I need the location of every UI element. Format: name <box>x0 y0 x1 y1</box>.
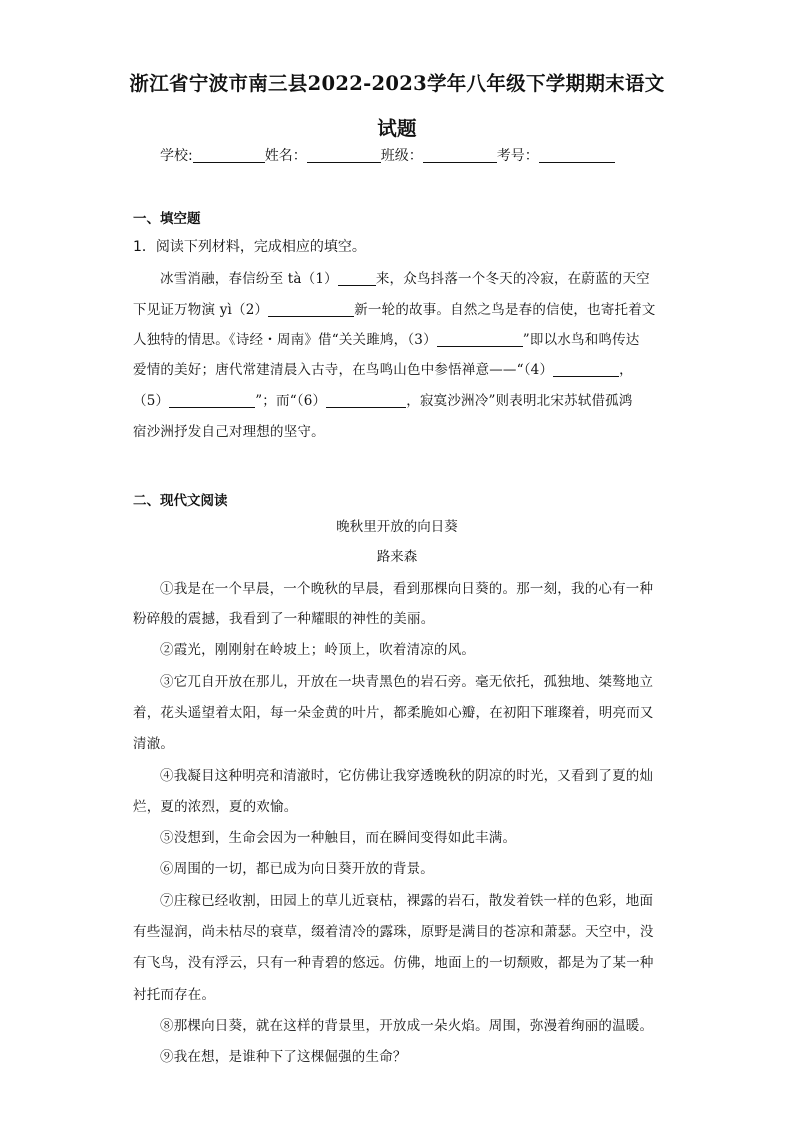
passage-line <box>133 389 673 409</box>
article-line: ②霞光，刚刚射在岭坡上；岭顶上，吹着清凉的风。 <box>160 642 476 658</box>
article-line: 粉碎般的震撼，我看到了一种耀眼的神性的美丽。 <box>133 611 435 627</box>
passage-text: 冰雪消融，春信纷至 tà（1） <box>160 271 338 287</box>
article-line: ④我凝目这种明亮和清澈时，它仿佛让我穿透晚秋的阴凉的时光，又看到了夏的灿 <box>160 768 654 784</box>
answer-blank-4[interactable] <box>553 362 619 377</box>
article-line: ⑥周围的一切，都已成为向日葵开放的背景。 <box>160 861 434 877</box>
passage-text: ”；而“（6） <box>255 393 327 409</box>
article-line: 衬托而存在。 <box>133 987 216 1003</box>
article-author: 路来森 <box>376 549 418 565</box>
article-line: 有飞鸟，没有浮云，只有一种青碧的悠远。仿佛，地面上的一切颓败，都是为了某一种 <box>133 955 654 971</box>
passage-text: ， <box>619 362 633 378</box>
article-line: 烂，夏的浓烈，夏的欢愉。 <box>133 799 298 815</box>
article-line: ③它兀自开放在那儿，开放在一块青黑色的岩石旁。毫无依托，孤独地、桀骜地立 <box>160 674 654 690</box>
passage-text: ，寂寞沙洲冷”则表明北宋苏轼借孤鸿 <box>406 393 633 409</box>
answer-blank-3[interactable] <box>437 332 523 347</box>
passage-line <box>133 358 673 378</box>
passage-text: 人独特的情思。《诗经・周南》借“关关雎鸠，（3） <box>133 332 437 348</box>
page-title-continued: 试题 <box>377 117 417 140</box>
exam-no-label: 考号： <box>496 148 539 164</box>
class-label: 班级： <box>380 148 423 164</box>
school-label: 学校: <box>160 148 193 164</box>
article-line: ⑧那棵向日葵，就在这样的背景里，开放成一朵火焰。周围，弥漫着绚丽的温暖。 <box>160 1018 654 1034</box>
page-title: 浙江省宁波市南三县2022-2023学年八年级下学期期末语文 <box>129 72 665 95</box>
article-line: 着，花头遥望着太阳，每一朵金黄的叶片，都柔脆如心瓣，在初阳下璀璨着，明亮而又 <box>133 705 654 721</box>
passage-line <box>160 267 673 287</box>
passage-text: 爱情的美好；唐代常建清晨入古寺，在鸟鸣山色中参悟禅意——“（4） <box>133 362 554 378</box>
student-info-row <box>160 145 615 165</box>
passage-text: 下见证万物演 yì（2） <box>133 302 269 318</box>
article-title: 晚秋里开放的向日葵 <box>336 519 458 535</box>
article-line: ⑤没想到，生命会因为一种触目，而在瞬间变得如此丰满。 <box>160 830 517 846</box>
passage-line <box>133 328 673 348</box>
answer-blank-1[interactable] <box>338 271 376 286</box>
name-blank[interactable] <box>307 148 381 163</box>
article-line: 有些湿润，尚未枯尽的衰草，缀着清冷的露珠，原野是满目的苍凉和萧瑟。天空中，没 <box>133 924 654 940</box>
passage-text: 宿沙洲抒发自己对理想的坚守。 <box>133 424 325 440</box>
exam-no-blank[interactable] <box>539 148 615 163</box>
question-1-prompt: 1．阅读下列材料，完成相应的填空。 <box>133 239 366 255</box>
school-blank[interactable] <box>193 148 265 163</box>
section-heading-fill-blank: 一、填空题 <box>133 211 201 227</box>
passage-text: 来，众鸟抖落一个冬天的冷寂，在蔚蓝的天空 <box>375 271 650 287</box>
passage-text: （5） <box>133 393 170 409</box>
section-heading-reading: 二、现代文阅读 <box>133 493 228 509</box>
article-line: ①我是在一个早晨，一个晚秋的早晨，看到那棵向日葵的。那一刻，我的心有一种 <box>160 581 654 597</box>
class-blank[interactable] <box>423 148 497 163</box>
answer-blank-5[interactable] <box>169 393 255 408</box>
passage-text: ”即以水鸟和鸣传达 <box>522 332 640 348</box>
answer-blank-6[interactable] <box>326 393 406 408</box>
passage-text: 新一轮的故事。自然之鸟是春的信使，也寄托着文 <box>354 302 656 318</box>
passage-line <box>133 420 673 440</box>
article-line: ⑨我在想，是谁种下了这棵倔强的生命？ <box>160 1049 407 1065</box>
answer-blank-2[interactable] <box>268 302 354 317</box>
article-line: ⑦庄稼已经收割，田园上的草儿近衰枯，裸露的岩石，散发着铁一样的色彩，地面 <box>160 893 654 909</box>
name-label: 姓名： <box>264 148 307 164</box>
article-line: 清澈。 <box>133 736 175 752</box>
passage-line <box>133 298 673 318</box>
